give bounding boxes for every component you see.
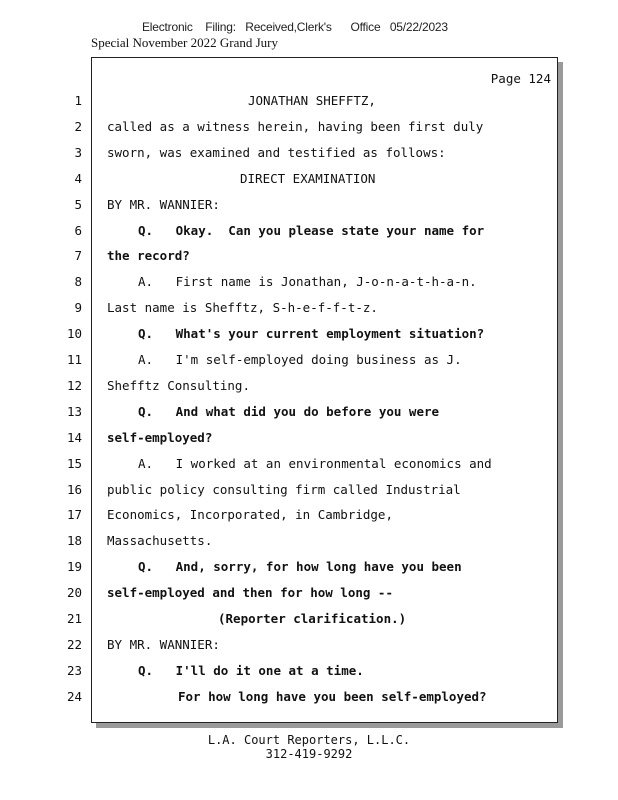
line-text: Massachusetts. bbox=[107, 533, 213, 548]
line-number: 23 bbox=[66, 663, 82, 678]
line-number: 8 bbox=[74, 274, 82, 289]
footer-company: L.A. Court Reporters, L.L.C. bbox=[207, 733, 411, 747]
line-number: 17 bbox=[66, 507, 82, 522]
line-number: 9 bbox=[74, 300, 82, 315]
line-number: 3 bbox=[74, 145, 82, 160]
line-text: Q. And, sorry, for how long have you been bbox=[138, 559, 462, 574]
line-number: 14 bbox=[66, 430, 82, 445]
line-number: 20 bbox=[66, 585, 82, 600]
line-number: 2 bbox=[74, 119, 82, 134]
line-text: Q. I'll do it one at a time. bbox=[138, 663, 364, 678]
line-text: JONATHAN SHEFFTZ, bbox=[248, 93, 376, 108]
line-number: 18 bbox=[66, 533, 82, 548]
line-text: (Reporter clarification.) bbox=[218, 611, 407, 626]
page-number: Page 124 bbox=[490, 71, 551, 86]
line-text: Q. Okay. Can you please state your name for bbox=[138, 223, 485, 238]
line-text: public policy consulting firm called Industrial bbox=[107, 482, 461, 497]
line-text: Last name is Shefftz, S-h-e-f-f-t-z. bbox=[107, 300, 378, 315]
line-number: 12 bbox=[66, 378, 82, 393]
line-number: 13 bbox=[66, 404, 82, 419]
line-text: self-employed and then for how long -- bbox=[107, 585, 393, 600]
line-number: 4 bbox=[74, 171, 82, 186]
line-text: A. I'm self-employed doing business as J. bbox=[138, 352, 462, 367]
line-text: BY MR. WANNIER: bbox=[107, 637, 220, 652]
line-number: 6 bbox=[74, 223, 82, 238]
line-text: sworn, was examined and testified as follows: bbox=[107, 145, 446, 160]
line-text: A. I worked at an environmental economics and bbox=[138, 456, 492, 471]
line-number: 10 bbox=[66, 326, 82, 341]
line-number: 19 bbox=[66, 559, 82, 574]
line-number: 1 bbox=[74, 93, 82, 108]
line-number: 22 bbox=[66, 637, 82, 652]
line-text: For how long have you been self-employed? bbox=[178, 689, 487, 704]
line-text: DIRECT EXAMINATION bbox=[240, 171, 376, 186]
line-number: 5 bbox=[74, 197, 82, 212]
line-number: 7 bbox=[74, 248, 82, 263]
line-text: Economics, Incorporated, in Cambridge, bbox=[107, 507, 393, 522]
line-text: Q. And what did you do before you were bbox=[138, 404, 440, 419]
line-number: 11 bbox=[66, 352, 82, 367]
line-number: 15 bbox=[66, 456, 82, 471]
footer-phone: 312-419-9292 bbox=[265, 747, 353, 761]
line-text: Q. What's your current employment situation? bbox=[138, 326, 485, 341]
line-text: the record? bbox=[107, 248, 190, 263]
line-number: 21 bbox=[66, 611, 82, 626]
line-text: self-employed? bbox=[107, 430, 213, 445]
document-header: Special November 2022 Grand Jury bbox=[91, 35, 279, 50]
line-text: called as a witness herein, having been first duly bbox=[107, 119, 484, 134]
line-number: 24 bbox=[66, 689, 82, 704]
line-text: A. First name is Jonathan, J-o-n-a-t-h-a-n. bbox=[138, 274, 477, 289]
line-number: 16 bbox=[66, 482, 82, 497]
filing-stamp: Electronic Filing: Received,Clerk's Office 05/22/2023 bbox=[142, 20, 448, 34]
line-text: Shefftz Consulting. bbox=[107, 378, 250, 393]
line-text: BY MR. WANNIER: bbox=[107, 197, 220, 212]
